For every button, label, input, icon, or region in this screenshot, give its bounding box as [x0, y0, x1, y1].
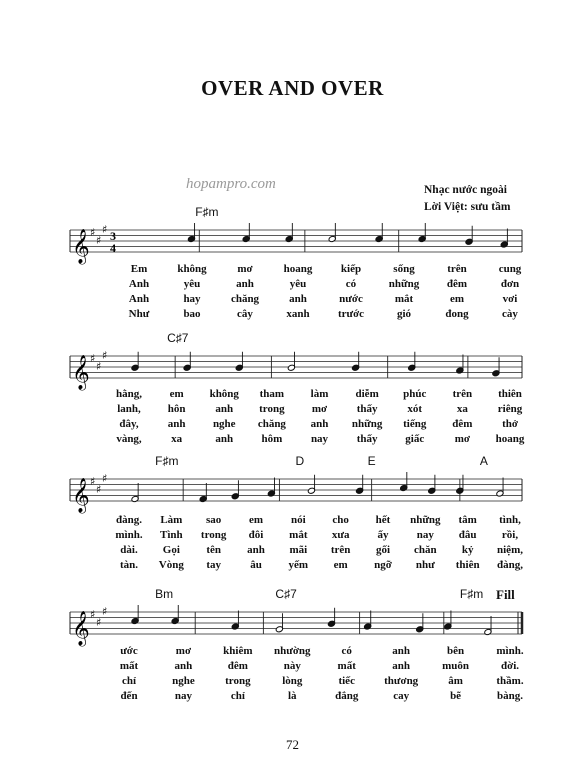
lyric-word: xa: [171, 433, 183, 445]
lyric-line: [70, 293, 522, 308]
lyric-word: tham: [259, 388, 285, 400]
sharp-icon: ♯: [90, 608, 96, 621]
lyric-line: [70, 675, 522, 690]
lyric-word: là: [288, 690, 297, 702]
lyric-word: yêu: [289, 278, 307, 290]
lyric-word: tâm: [458, 514, 477, 526]
lyric-word: Gọi: [162, 544, 180, 556]
lyric-word: nghe: [172, 675, 195, 687]
sharp-icon: ♯: [90, 352, 96, 365]
lyric-word: đắng: [335, 690, 359, 702]
lyric-word: cung: [498, 263, 522, 275]
lyric-word: anh: [174, 660, 193, 672]
lyrics-block-4: [70, 645, 522, 705]
lyric-word: ước: [120, 645, 138, 657]
chord-symbol: F♯m: [195, 205, 219, 219]
staff-system-4: [70, 587, 522, 646]
lyric-line: [70, 544, 522, 559]
lyric-word: đàng.: [116, 514, 142, 526]
lyric-word: có: [341, 645, 352, 657]
chord-symbol: F♯m: [459, 587, 484, 601]
lyric-word: chăng: [257, 418, 286, 430]
lyric-word: đơn: [500, 278, 520, 290]
lyrics-block-1: [70, 263, 522, 323]
lyric-word: cay: [393, 690, 410, 702]
lyric-word: đong: [445, 308, 469, 320]
lyric-word: Anh: [128, 278, 150, 290]
staff-svg: [70, 344, 522, 390]
lyric-word: muôn: [442, 660, 470, 672]
lyric-word: đâu: [458, 529, 477, 541]
lyric-word: bao: [183, 308, 201, 320]
lyric-word: em: [169, 388, 184, 400]
lyric-word: xót: [407, 403, 423, 415]
lyric-word: lanh,: [117, 403, 141, 415]
lyric-word: anh: [247, 544, 265, 556]
lyric-word: tay: [206, 559, 221, 571]
lyric-word: lòng: [282, 675, 303, 687]
sharp-icon: ♯: [102, 223, 108, 236]
lyric-word: nay: [310, 433, 329, 445]
chord-symbol: E: [367, 454, 376, 468]
lyric-word: thương: [384, 675, 419, 687]
lyric-line: [70, 418, 522, 433]
lyric-word: đêm: [227, 660, 248, 672]
lyric-word: thấy: [356, 433, 378, 445]
lyric-word: âm: [448, 675, 463, 687]
lyric-line: [70, 278, 522, 293]
staff-svg: [70, 218, 522, 264]
lyric-word: nay: [416, 529, 434, 541]
lyric-word: anh: [310, 418, 329, 430]
lyric-word: hay: [183, 293, 201, 305]
time-signature-bottom: 4: [110, 241, 116, 255]
lyric-word: nghe: [212, 418, 236, 430]
treble-clef-icon: 𝄞: [72, 611, 90, 646]
chord-symbol: A: [479, 454, 488, 468]
treble-clef-icon: 𝄞: [72, 229, 90, 264]
sharp-icon: ♯: [96, 483, 102, 496]
lyric-word: em: [248, 514, 264, 526]
lyric-word: vàng,: [116, 433, 142, 445]
chord-symbol: Bm: [155, 587, 174, 601]
sharp-icon: ♯: [96, 360, 102, 373]
lyric-word: trong: [259, 403, 285, 415]
staff-system-2: [70, 331, 522, 390]
lyric-word: thầm.: [496, 675, 524, 687]
page-number: 72: [286, 737, 299, 752]
lyric-word: chăng: [230, 293, 260, 305]
lyric-word: xưa: [331, 529, 350, 541]
lyric-word: ngỡ: [374, 559, 392, 571]
lyric-word: Em: [130, 263, 148, 275]
lyric-word: ấy: [377, 529, 389, 541]
lyric-word: Như: [128, 308, 150, 320]
lyric-word: những: [410, 514, 441, 526]
lyric-word: Làm: [160, 514, 183, 526]
lyric-word: mắt: [289, 529, 308, 541]
lyric-word: mắt: [394, 293, 414, 305]
lyric-word: không: [177, 263, 207, 275]
lyric-line: [70, 433, 525, 448]
lyric-word: cho: [332, 514, 349, 526]
lyric-word: anh: [289, 293, 307, 305]
lyric-word: làm: [310, 388, 329, 400]
sharp-icon: ♯: [96, 616, 102, 629]
lyric-word: hoang: [495, 433, 525, 445]
lyric-word: mơ: [175, 645, 192, 657]
lyric-word: trong: [200, 529, 227, 541]
music-credit: Nhạc nước ngoài: [424, 184, 507, 196]
lyric-word: giấc: [405, 433, 425, 445]
lyric-word: anh: [392, 660, 411, 672]
lyric-word: gió: [396, 308, 412, 320]
lyric-line: [70, 403, 522, 418]
lyric-word: niệm,: [497, 544, 523, 556]
lyric-word: cây: [237, 308, 253, 320]
lyric-word: em: [333, 559, 348, 571]
lyric-word: mình.: [115, 529, 143, 541]
lyric-line: [70, 388, 522, 403]
staff-svg: [70, 600, 522, 646]
lyric-word: bẽ: [450, 690, 462, 702]
lyric-word: chỉ: [230, 690, 245, 702]
lyric-word: có: [345, 278, 357, 290]
lyric-word: yếm: [288, 559, 309, 571]
lyric-word: riêng: [497, 403, 523, 415]
lyric-word: mãi: [289, 544, 308, 556]
sharp-icon: ♯: [102, 472, 108, 485]
treble-clef-icon: 𝄞: [72, 355, 90, 390]
lyric-word: hoang: [283, 263, 313, 275]
lyric-word: kiếp: [340, 263, 362, 275]
staff-system-3: [70, 454, 522, 513]
lyric-word: trước: [337, 308, 365, 320]
lyric-word: thiên: [498, 388, 522, 400]
lyric-word: chăn: [414, 544, 437, 556]
lyric-word: thiên: [455, 559, 480, 571]
lyric-word: tiếc: [338, 675, 355, 687]
sharp-icon: ♯: [102, 605, 108, 618]
lyrics-block-2: [70, 388, 525, 448]
lyric-word: sao: [206, 514, 222, 526]
sharp-icon: ♯: [90, 475, 96, 488]
lyric-word: những: [388, 278, 420, 290]
lyric-word: những: [351, 418, 383, 430]
sharp-icon: ♯: [90, 226, 96, 239]
lyric-word: không: [209, 388, 239, 400]
lyric-word: nói: [290, 514, 306, 526]
lyric-word: mơ: [454, 433, 471, 445]
lyric-line: [70, 529, 522, 544]
lyric-word: yêu: [183, 278, 201, 290]
lyric-word: hết: [375, 514, 391, 526]
lyric-word: đêm: [446, 278, 468, 290]
lyric-word: tiếng: [403, 418, 427, 430]
lyric-word: cày: [502, 308, 518, 320]
lyric-word: sống: [393, 263, 415, 275]
lyric-word: trên: [452, 388, 473, 400]
lyric-word: trên: [447, 263, 467, 275]
lyric-word: anh: [215, 403, 234, 415]
lyric-word: nước: [339, 293, 363, 305]
lyric-word: thở: [502, 418, 518, 430]
lyric-word: hôn: [167, 403, 186, 415]
lyric-word: trên: [330, 544, 351, 556]
lyric-line: [70, 514, 522, 529]
lyric-word: âu: [250, 559, 262, 571]
chord-symbol: F♯m: [155, 454, 179, 468]
lyric-word: anh: [215, 433, 234, 445]
lyric-word: đàng,: [497, 559, 523, 571]
lyric-word: đến: [120, 690, 138, 702]
lyric-word: này: [283, 660, 301, 672]
lyric-word: hằng,: [116, 388, 142, 400]
lyric-word: hôm: [261, 433, 283, 445]
fill-marking: Fill: [496, 587, 515, 602]
lyric-word: phúc: [403, 388, 427, 400]
lyric-word: bàng.: [497, 690, 523, 702]
lyric-word: thấy: [356, 403, 378, 415]
lyrics-block-3: [70, 514, 522, 574]
time-signature-top: 3: [110, 229, 116, 243]
lyric-word: tàn.: [119, 559, 139, 571]
lyric-word: Tình: [160, 529, 183, 541]
credits: [424, 182, 510, 216]
lyric-line: [70, 263, 522, 278]
lyric-word: mơ: [311, 403, 328, 415]
staff-svg: [70, 467, 522, 513]
lyric-word: gối: [375, 544, 391, 556]
lyric-word: xa: [456, 403, 468, 415]
sharp-icon: ♯: [102, 349, 108, 362]
lyric-word: khiêm: [223, 645, 253, 657]
lyric-line: [70, 645, 522, 660]
lyric-line: [70, 308, 522, 323]
lyric-word: bên: [447, 645, 465, 657]
lyric-word: Anh: [128, 293, 150, 305]
chord-symbol: C♯7: [167, 331, 189, 345]
lyric-word: nhường: [274, 645, 311, 657]
lyric-word: em: [449, 293, 465, 305]
lyric-word: kỷ: [461, 544, 474, 556]
lyric-word: đây,: [119, 418, 139, 430]
lyric-word: Vòng: [158, 559, 184, 571]
song-title: OVER AND OVER: [201, 76, 384, 100]
lyric-word: xanh: [286, 308, 310, 320]
lyric-word: diễm: [355, 388, 379, 400]
lyric-word: vơi: [502, 293, 518, 305]
lyric-word: như: [415, 559, 435, 571]
lyric-word: tên: [206, 544, 221, 556]
lyric-word: dài.: [120, 544, 138, 556]
chord-symbol: C♯7: [275, 587, 297, 601]
lyric-word: tình,: [499, 514, 521, 526]
lyric-word: rồi,: [501, 529, 519, 541]
lyric-word: đôi: [248, 529, 264, 541]
lyric-word: đêm: [452, 418, 473, 430]
lyric-line: [70, 690, 522, 705]
lyric-word: mất: [337, 660, 356, 672]
sharp-icon: ♯: [96, 234, 102, 247]
lyric-word: anh: [167, 418, 186, 430]
lyric-line: [70, 559, 522, 574]
lyric-word: anh: [236, 278, 254, 290]
lyric-word: chỉ: [121, 675, 137, 687]
lyric-word: mơ: [237, 263, 253, 275]
treble-clef-icon: 𝄞: [72, 478, 90, 513]
lyrics-credit: Lời Việt: sưu tầm: [424, 201, 511, 213]
lyric-word: đời.: [500, 660, 520, 672]
lyric-word: anh: [392, 645, 411, 657]
lyric-word: trong: [225, 675, 251, 687]
lyric-word: mất: [119, 660, 139, 672]
lyric-line: [70, 660, 522, 675]
lyric-word: nay: [174, 690, 192, 702]
watermark: hopampro.com: [186, 176, 276, 192]
lyric-word: mình.: [496, 645, 524, 657]
chord-symbol: D: [295, 454, 305, 468]
